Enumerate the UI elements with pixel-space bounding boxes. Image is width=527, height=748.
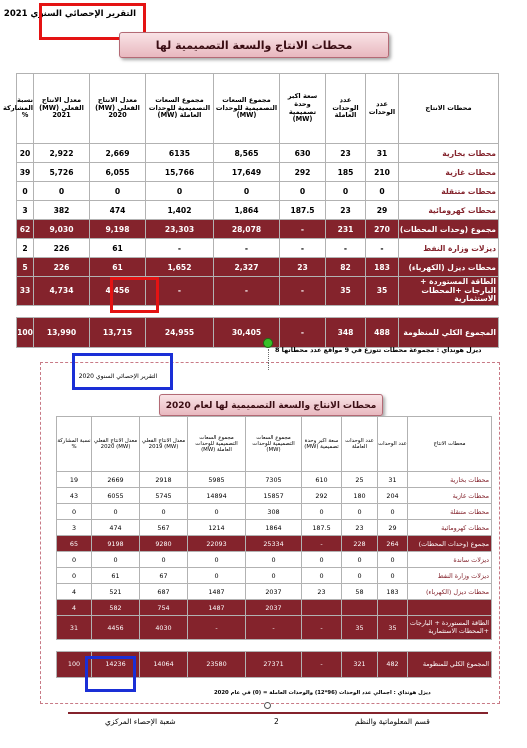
column-header: عدد الوحدات العاملة bbox=[342, 417, 378, 472]
table-row bbox=[57, 536, 492, 552]
table-cell: 0 bbox=[188, 552, 246, 568]
table-cell: 5,726 bbox=[34, 163, 90, 182]
title-banner-2020: محطات الانتاج والسعة التصميمية لها لعام 2020 bbox=[159, 394, 383, 416]
table-cell: 65 bbox=[57, 536, 92, 552]
total-cell: 23580 bbox=[188, 652, 246, 678]
column-header: عدد الوحدات العاملة bbox=[326, 74, 366, 144]
table-cell: 231 bbox=[326, 220, 366, 239]
table-cell: 0 bbox=[366, 182, 399, 201]
total-cell: - bbox=[302, 652, 342, 678]
table-cell: 35 bbox=[366, 277, 399, 306]
row-label: محطات متنقلة bbox=[408, 504, 492, 520]
table-cell: - bbox=[280, 239, 326, 258]
total-cell: 13,990 bbox=[34, 317, 90, 347]
title-banner-2021: محطات الانتاج والسعة التصميمية لها bbox=[119, 32, 389, 58]
table-cell: 2,922 bbox=[34, 144, 90, 163]
table-cell: - bbox=[366, 239, 399, 258]
table-cell: 1214 bbox=[188, 520, 246, 536]
table-cell bbox=[342, 600, 378, 616]
table-cell: 14894 bbox=[188, 488, 246, 504]
table-cell: 0 bbox=[342, 568, 378, 584]
table-row bbox=[57, 488, 492, 504]
table-cell: 15857 bbox=[246, 488, 302, 504]
table-cell: 264 bbox=[378, 536, 408, 552]
table-cell: 0 bbox=[57, 568, 92, 584]
table-cell: 521 bbox=[92, 584, 140, 600]
total-cell: 14236 bbox=[92, 652, 140, 678]
table-cell: 82 bbox=[326, 258, 366, 277]
row-label: ديزلات ساندة bbox=[408, 552, 492, 568]
table-cell: 29 bbox=[366, 201, 399, 220]
column-header-station: محطات الانتاج bbox=[408, 417, 492, 472]
table-cell: 567 bbox=[140, 520, 188, 536]
spacer-row bbox=[17, 305, 499, 317]
table-cell: 1,402 bbox=[146, 201, 214, 220]
table-cell: 4,734 bbox=[34, 277, 90, 306]
table-cell: 4456 bbox=[92, 616, 140, 640]
table-cell: 292 bbox=[280, 163, 326, 182]
footer-right: قسم المعلوماتية والنظم bbox=[355, 717, 430, 726]
table-cell: 28,078 bbox=[214, 220, 280, 239]
total-row bbox=[17, 317, 499, 347]
table-cell: 0 bbox=[90, 182, 146, 201]
report-tag-2021: التقرير الإحصائي السنوي 2021 bbox=[3, 9, 136, 19]
column-header: عدد الوحدات bbox=[366, 74, 399, 144]
table-row bbox=[17, 201, 499, 220]
table-cell: 4 bbox=[57, 600, 92, 616]
table-cell: 43 bbox=[57, 488, 92, 504]
table-cell: 35 bbox=[378, 616, 408, 640]
table-cell: 29 bbox=[378, 520, 408, 536]
table-cell: 35 bbox=[342, 616, 378, 640]
table-cell: 226 bbox=[34, 239, 90, 258]
table-cell: 1487 bbox=[188, 600, 246, 616]
table-cell: 0 bbox=[378, 568, 408, 584]
row-label: ديزلات وزارة النفط bbox=[408, 568, 492, 584]
table-cell: - bbox=[214, 239, 280, 258]
table-cell: 2918 bbox=[140, 472, 188, 488]
table-cell: 31 bbox=[366, 144, 399, 163]
row-label: محطات متنقلة bbox=[399, 182, 499, 201]
table-row bbox=[17, 277, 499, 306]
table-cell: 23 bbox=[302, 584, 342, 600]
table-cell: 5 bbox=[17, 258, 34, 277]
row-label bbox=[408, 600, 492, 616]
table-cell: 630 bbox=[280, 144, 326, 163]
table-cell: 0 bbox=[214, 182, 280, 201]
table-cell: 4 bbox=[57, 584, 92, 600]
total-cell: 27371 bbox=[246, 652, 302, 678]
table-cell: 2,669 bbox=[90, 144, 146, 163]
table-cell: 8,565 bbox=[214, 144, 280, 163]
table-cell: 0 bbox=[378, 552, 408, 568]
column-header: عدد الوحدات bbox=[378, 417, 408, 472]
total-cell: 348 bbox=[326, 317, 366, 347]
table-cell: 39 bbox=[17, 163, 34, 182]
table-cell: 187.5 bbox=[302, 520, 342, 536]
total-cell: 14064 bbox=[140, 652, 188, 678]
table-cell: - bbox=[302, 616, 342, 640]
table-cell: - bbox=[146, 277, 214, 306]
note-2021: ديزل هونداي : مجموعة محطات تتوزع في 9 مواقع عدد محطاتها 8 bbox=[275, 346, 482, 354]
table-cell: - bbox=[188, 616, 246, 640]
table-cell: 0 bbox=[92, 504, 140, 520]
row-label: محطات بخارية bbox=[399, 144, 499, 163]
column-header-station: محطات الانتاج bbox=[399, 74, 499, 144]
row-label: محطات غازية bbox=[399, 163, 499, 182]
table-cell: 0 bbox=[342, 504, 378, 520]
table-cell: 183 bbox=[378, 584, 408, 600]
table-cell: 0 bbox=[302, 504, 342, 520]
table-cell: 7305 bbox=[246, 472, 302, 488]
table-cell: 9,198 bbox=[90, 220, 146, 239]
table-cell: 23 bbox=[326, 144, 366, 163]
table-cell: 4,456 bbox=[90, 277, 146, 306]
production-table-2020 bbox=[56, 416, 492, 678]
row-label: محطات كهرومائية bbox=[408, 520, 492, 536]
column-header: سعة اكبر وحدة تصميمية (MW) bbox=[302, 417, 342, 472]
table-cell: - bbox=[280, 277, 326, 306]
table-cell: 3 bbox=[17, 201, 34, 220]
column-header: معدل الانتاج الفعلي (MW) 2019 bbox=[140, 417, 188, 472]
row-label: مجموع (وحدات المحطات) bbox=[399, 220, 499, 239]
spacer-row bbox=[57, 640, 492, 652]
table-cell: 17,649 bbox=[214, 163, 280, 182]
table-cell: 35 bbox=[326, 277, 366, 306]
table-cell: 1864 bbox=[246, 520, 302, 536]
column-header: نسبة المشاركة % bbox=[17, 74, 34, 144]
row-label: محطات ديزل (الكهرباء) bbox=[408, 584, 492, 600]
table-cell: 0 bbox=[57, 552, 92, 568]
total-cell: 100 bbox=[17, 317, 34, 347]
row-label: مجموع (وحدات المحطات) bbox=[408, 536, 492, 552]
table-cell: 1487 bbox=[188, 584, 246, 600]
column-header: نسبة المشاركة % bbox=[57, 417, 92, 472]
total-cell: 488 bbox=[366, 317, 399, 347]
table-row bbox=[17, 163, 499, 182]
table-cell: 0 bbox=[342, 552, 378, 568]
table-cell: 185 bbox=[326, 163, 366, 182]
table-cell bbox=[302, 600, 342, 616]
table-cell: 382 bbox=[34, 201, 90, 220]
connector-line bbox=[268, 349, 269, 363]
table-cell: 61 bbox=[92, 568, 140, 584]
table-cell: 0 bbox=[188, 568, 246, 584]
column-header: مجموع السعات التصميمية للوحدات (MW) bbox=[246, 417, 302, 472]
table-cell: 183 bbox=[366, 258, 399, 277]
table-cell: 23 bbox=[342, 520, 378, 536]
table-row bbox=[57, 600, 492, 616]
total-cell: 24,955 bbox=[146, 317, 214, 347]
total-cell: - bbox=[280, 317, 326, 347]
table-cell: 0 bbox=[302, 568, 342, 584]
table-cell: 20 bbox=[17, 144, 34, 163]
table-cell: 67 bbox=[140, 568, 188, 584]
page-number: 2 bbox=[274, 717, 279, 726]
column-header: مجموع السعات التصميمية للوحدات (MW) bbox=[214, 74, 280, 144]
table-cell: 0 bbox=[140, 504, 188, 520]
table-cell: 4030 bbox=[140, 616, 188, 640]
table-cell: 0 bbox=[246, 568, 302, 584]
table-cell: - bbox=[146, 239, 214, 258]
production-table-2021 bbox=[3, 73, 499, 348]
table-cell: 582 bbox=[92, 600, 140, 616]
report-tag-2020: التقرير الإحصائي السنوي 2020 bbox=[78, 373, 158, 380]
table-cell: 0 bbox=[378, 504, 408, 520]
table-cell: 474 bbox=[92, 520, 140, 536]
column-header: معدل الانتاج الفعلي (MW) 2020 bbox=[92, 417, 140, 472]
table-cell: 23 bbox=[280, 258, 326, 277]
table-cell: 610 bbox=[302, 472, 342, 488]
table-cell: 9280 bbox=[140, 536, 188, 552]
total-label: المجموع الكلي للمنظومة bbox=[399, 317, 499, 347]
table-row bbox=[17, 182, 499, 201]
row-label: محطات كهرومائية bbox=[399, 201, 499, 220]
table-cell: 754 bbox=[140, 600, 188, 616]
column-header: معدل الانتاج الفعلي (MW) 2021 bbox=[34, 74, 90, 144]
table-cell: 0 bbox=[57, 504, 92, 520]
table-row bbox=[17, 220, 499, 239]
row-label: الطاقة المستوردة + البارجات +المحطات الاستثمارية bbox=[408, 616, 492, 640]
table-cell: 6,055 bbox=[90, 163, 146, 182]
table-row bbox=[57, 472, 492, 488]
table-cell: 61 bbox=[90, 258, 146, 277]
table-cell: 25334 bbox=[246, 536, 302, 552]
table-cell: 226 bbox=[34, 258, 90, 277]
table-cell: 308 bbox=[246, 504, 302, 520]
table-cell: 3 bbox=[57, 520, 92, 536]
table-cell: 228 bbox=[342, 536, 378, 552]
table-cell: 19 bbox=[57, 472, 92, 488]
table-cell bbox=[378, 600, 408, 616]
row-label: محطات ديزل (الكهرباء) bbox=[399, 258, 499, 277]
table-cell: 1,652 bbox=[146, 258, 214, 277]
total-cell: 30,405 bbox=[214, 317, 280, 347]
table-cell: 0 bbox=[326, 182, 366, 201]
table-cell: 9198 bbox=[92, 536, 140, 552]
table-row bbox=[17, 258, 499, 277]
row-label: ديزلات وزارة النفط bbox=[399, 239, 499, 258]
table-row bbox=[57, 584, 492, 600]
table-cell: 61 bbox=[90, 239, 146, 258]
table-cell: 204 bbox=[378, 488, 408, 504]
table-cell: 0 bbox=[17, 182, 34, 201]
table-cell: 210 bbox=[366, 163, 399, 182]
table-cell: 58 bbox=[342, 584, 378, 600]
table-cell: 0 bbox=[34, 182, 90, 201]
table-cell: 25 bbox=[342, 472, 378, 488]
table-cell: 33 bbox=[17, 277, 34, 306]
table-cell: 0 bbox=[140, 552, 188, 568]
table-cell: 9,030 bbox=[34, 220, 90, 239]
anchor-handle-icon[interactable] bbox=[264, 702, 271, 709]
table-cell: 292 bbox=[302, 488, 342, 504]
column-header: معدل الانتاج الفعلي (MW) 2020 bbox=[90, 74, 146, 144]
table-cell: 2 bbox=[17, 239, 34, 258]
table-row bbox=[57, 616, 492, 640]
table-row bbox=[17, 239, 499, 258]
note-2020: ديزل هونداي : اجمالي عدد الوحدات (96*12) والوحدات العاملة = (0) في عام 2020 bbox=[214, 690, 431, 696]
column-header: مجموع السعات التصميمية للوحدات العاملة (MW) bbox=[188, 417, 246, 472]
table-cell: 6135 bbox=[146, 144, 214, 163]
table-cell: 23,303 bbox=[146, 220, 214, 239]
row-label: محطات غازية bbox=[408, 488, 492, 504]
table-cell: 31 bbox=[57, 616, 92, 640]
total-cell: 13,715 bbox=[90, 317, 146, 347]
column-header: سعة اكبر وحدة تصميمية (MW) bbox=[280, 74, 326, 144]
table-cell: 2037 bbox=[246, 584, 302, 600]
connector-line bbox=[268, 362, 269, 370]
table-cell: 2669 bbox=[92, 472, 140, 488]
table-cell: 0 bbox=[92, 552, 140, 568]
table-cell: 270 bbox=[366, 220, 399, 239]
row-label: الطاقة المستوردة + البارجات +المحطات الاستثمارية bbox=[399, 277, 499, 306]
table-row bbox=[57, 552, 492, 568]
table-row bbox=[57, 504, 492, 520]
table-row bbox=[57, 520, 492, 536]
table-cell: 22093 bbox=[188, 536, 246, 552]
table-cell: 0 bbox=[302, 552, 342, 568]
table-cell: - bbox=[246, 616, 302, 640]
highlight-box-total-2020 bbox=[85, 656, 136, 692]
highlight-box-total-2021 bbox=[110, 277, 159, 313]
table-cell: 2,327 bbox=[214, 258, 280, 277]
table-cell: 6055 bbox=[92, 488, 140, 504]
table-cell: 0 bbox=[146, 182, 214, 201]
row-label: محطات بخارية bbox=[408, 472, 492, 488]
total-label: المجموع الكلي للمنظومة bbox=[408, 652, 492, 678]
total-cell: 482 bbox=[378, 652, 408, 678]
table-cell: 31 bbox=[378, 472, 408, 488]
table-cell: - bbox=[302, 536, 342, 552]
table-row bbox=[17, 144, 499, 163]
table-cell: 180 bbox=[342, 488, 378, 504]
table-cell: - bbox=[280, 220, 326, 239]
table-cell: - bbox=[326, 239, 366, 258]
footer-divider bbox=[68, 712, 488, 714]
table-cell: 15,766 bbox=[146, 163, 214, 182]
table-cell: 5985 bbox=[188, 472, 246, 488]
table-cell: 187.5 bbox=[280, 201, 326, 220]
table-cell: 687 bbox=[140, 584, 188, 600]
table-cell: 0 bbox=[280, 182, 326, 201]
column-header: مجموع السعات التصميمية للوحدات العاملة (MW) bbox=[146, 74, 214, 144]
highlight-box-report-2020 bbox=[72, 353, 173, 390]
table-cell: 1,864 bbox=[214, 201, 280, 220]
table-row bbox=[57, 568, 492, 584]
total-cell: 100 bbox=[57, 652, 92, 678]
table-cell: 0 bbox=[246, 552, 302, 568]
anchor-handle-icon[interactable] bbox=[263, 338, 273, 348]
table-cell: 0 bbox=[188, 504, 246, 520]
table-cell: 23 bbox=[326, 201, 366, 220]
table-cell: - bbox=[214, 277, 280, 306]
table-cell: 62 bbox=[17, 220, 34, 239]
table-cell: 474 bbox=[90, 201, 146, 220]
table-cell: 2037 bbox=[246, 600, 302, 616]
total-cell: 321 bbox=[342, 652, 378, 678]
table-cell: 5745 bbox=[140, 488, 188, 504]
footer-left: شعبة الإحصاء المركزي bbox=[105, 717, 176, 726]
